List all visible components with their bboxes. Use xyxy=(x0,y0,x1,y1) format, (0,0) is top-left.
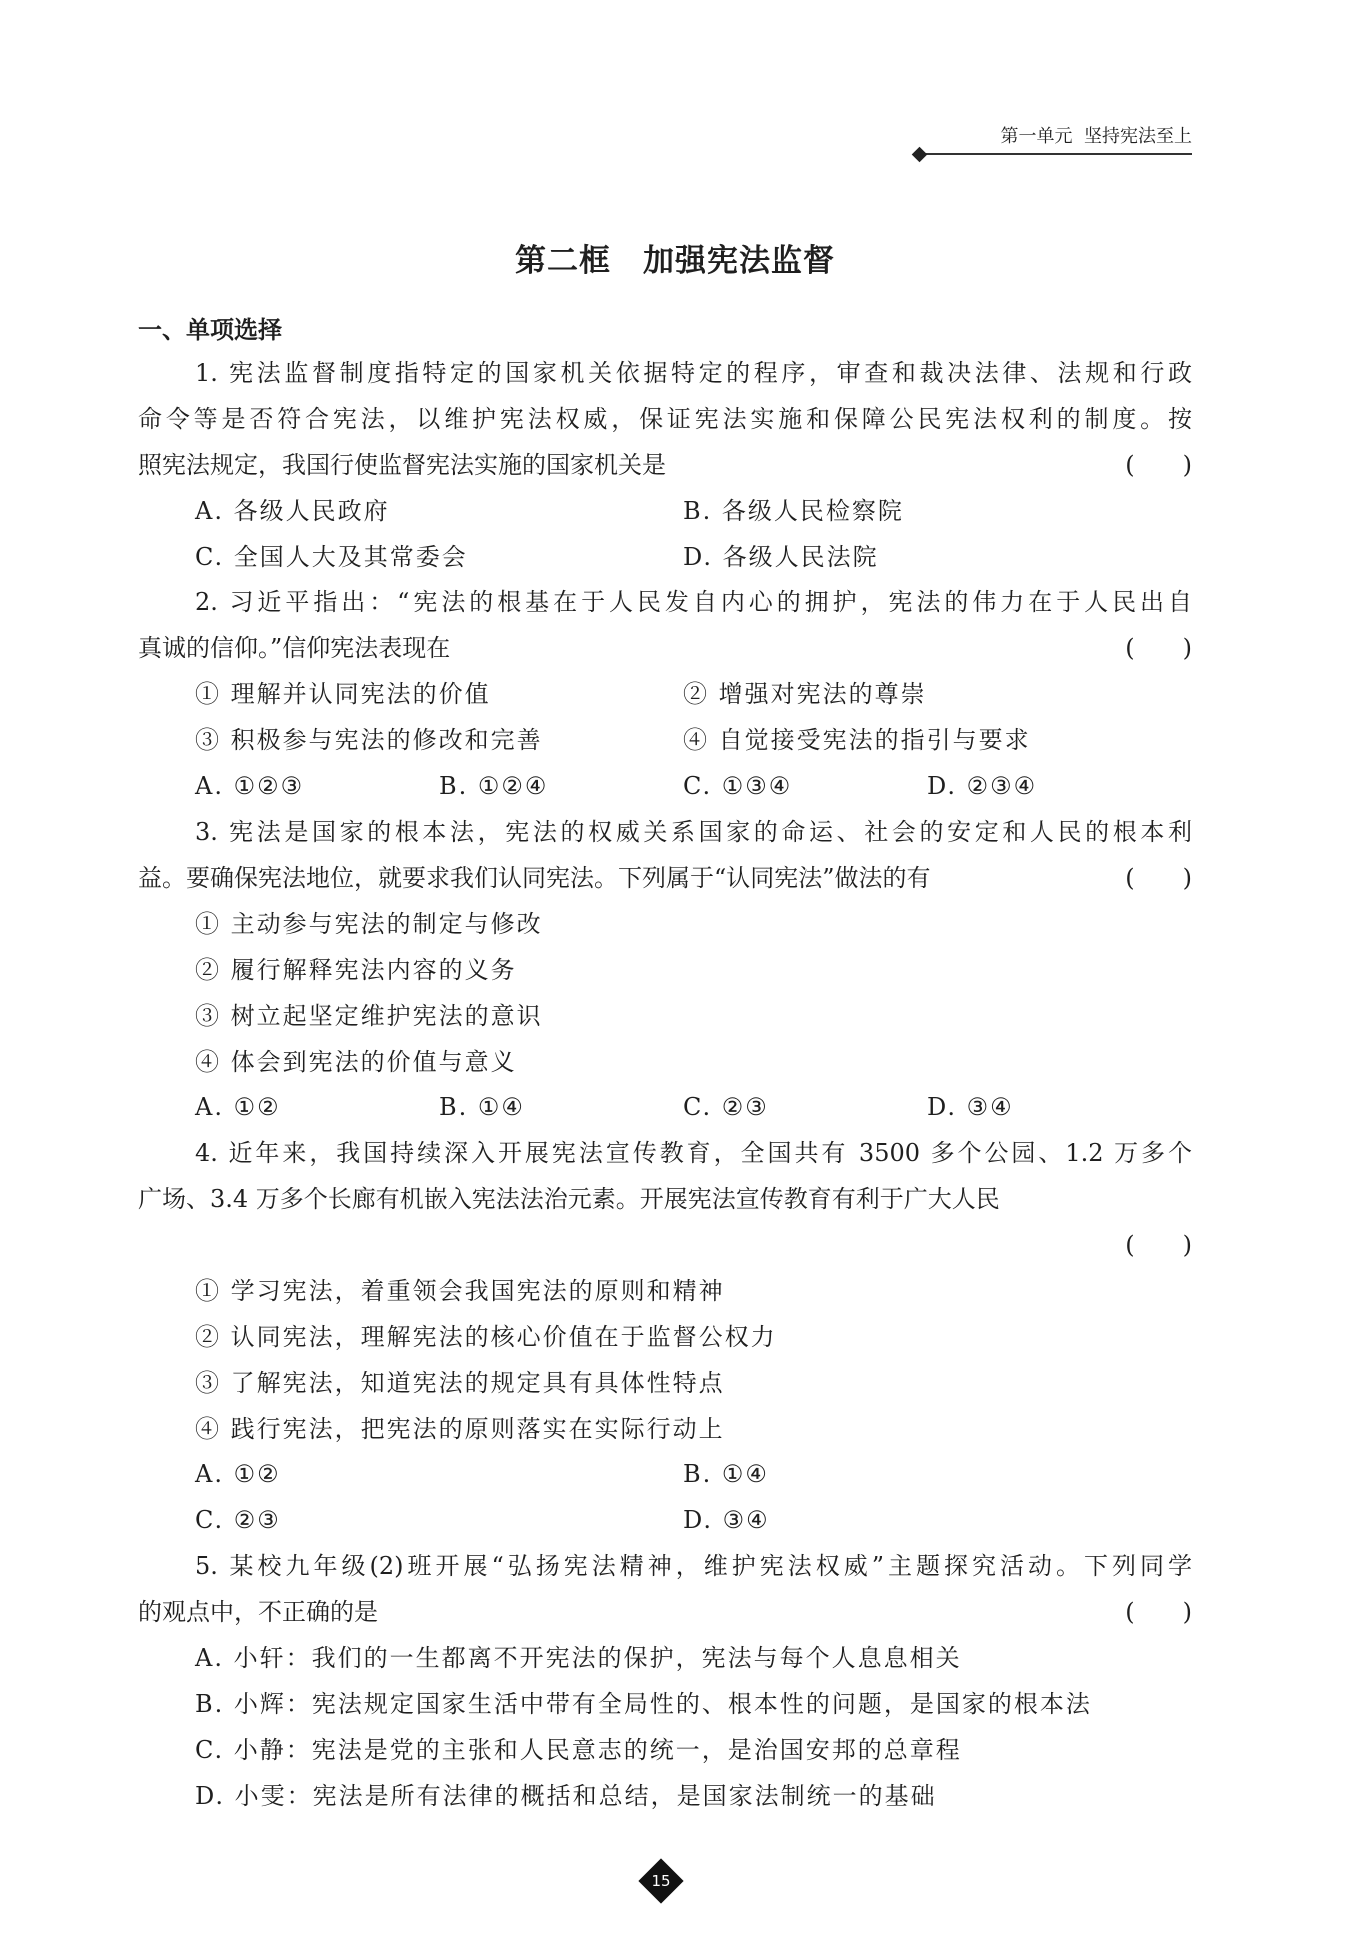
q4-statement-1: ① 学习宪法，着重领会我国宪法的原则和精神 xyxy=(195,1277,725,1305)
q4-statement-4: ④ 践行宪法，把宪法的原则落实在实际行动上 xyxy=(195,1415,725,1443)
section-heading: 一、单项选择 xyxy=(138,316,282,344)
q4-line-2: 广场、3.4 万多个长廊有机嵌入宪法法治元素。开展宪法宣传教育有利于广大人民 xyxy=(138,1185,1000,1213)
q5-line-1: 5. 某校九年级(2)班开展“弘扬宪法精神，维护宪法权威”主题探究活动。下列同学 xyxy=(195,1552,1192,1580)
answer-paren: ( ) xyxy=(1125,1598,1192,1626)
q1-option-d: D. 各级人民法院 xyxy=(683,543,879,571)
q5-option-c: C. 小静：宪法是党的主张和人民意志的统一，是治国安邦的总章程 xyxy=(195,1736,962,1764)
q5-option-d: D. 小雯：宪法是所有法律的概括和总结，是国家法制统一的基础 xyxy=(195,1782,937,1810)
q2-option-a: A. ①②③ xyxy=(195,772,305,800)
q5-option-b: B. 小辉：宪法规定国家生活中带有全局性的、根本性的问题，是国家的根本法 xyxy=(195,1690,1092,1718)
q3-option-c: C. ②③ xyxy=(683,1093,769,1121)
q1-option-b: B. 各级人民检察院 xyxy=(683,497,904,525)
q3-option-b: B. ①④ xyxy=(439,1093,525,1121)
q2-statement-1: ① 理解并认同宪法的价值 xyxy=(195,680,491,708)
answer-paren: ( ) xyxy=(1125,634,1192,662)
q1-option-a: A. 各级人民政府 xyxy=(195,497,390,525)
q2-statement-3: ③ 积极参与宪法的修改和完善 xyxy=(195,726,543,754)
q4-option-b: B. ①④ xyxy=(683,1460,769,1488)
q4-option-d: D. ③④ xyxy=(683,1506,770,1534)
q3-option-d: D. ③④ xyxy=(927,1093,1014,1121)
q4-line-1: 4. 近年来，我国持续深入开展宪法宣传教育，全国共有 3500 多个公园、1.2 万多个 xyxy=(195,1139,1192,1167)
q2-option-d: D. ②③④ xyxy=(927,772,1038,800)
q4-statement-2: ② 认同宪法，理解宪法的核心价值在于监督公权力 xyxy=(195,1323,777,1351)
q3-stem-end: 益。要确保宪法地位，就要求我们认同宪法。下列属于“认同宪法”做法的有 xyxy=(138,864,931,892)
q4-option-c: C. ②③ xyxy=(195,1506,281,1534)
q1-stem-end: 照宪法规定，我国行使监督宪法实施的国家机关是 xyxy=(138,451,666,479)
answer-paren: ( ) xyxy=(1125,1231,1192,1259)
q2-line-2 xyxy=(138,631,1192,665)
page-title: 第二框 加强宪法监督 xyxy=(515,243,835,279)
diamond-icon xyxy=(912,147,928,163)
q5-stem-end: 的观点中，不正确的是 xyxy=(138,1598,378,1626)
q3-statement-2: ② 履行解释宪法内容的义务 xyxy=(195,956,517,984)
q1-line-3 xyxy=(138,448,1192,482)
header-topic: 坚持宪法至上 xyxy=(1084,126,1192,147)
page-number: 15 xyxy=(651,1872,671,1890)
q3-statement-3: ③ 树立起坚定维护宪法的意识 xyxy=(195,1002,543,1030)
q2-statement-2: ② 增强对宪法的尊崇 xyxy=(683,680,927,708)
q5-line-2 xyxy=(138,1595,1192,1629)
q2-line-1: 2. 习近平指出：“宪法的根基在于人民发自内心的拥护，宪法的伟力在于人民出自 xyxy=(195,588,1192,616)
q3-statement-1: ① 主动参与宪法的制定与修改 xyxy=(195,910,543,938)
answer-paren: ( ) xyxy=(1125,864,1192,892)
page-number-badge xyxy=(642,1862,680,1900)
q2-statement-4: ④ 自觉接受宪法的指引与要求 xyxy=(683,726,1031,754)
q5-option-a: A. 小轩：我们的一生都离不开宪法的保护，宪法与每个人息息相关 xyxy=(195,1644,962,1672)
header-unit: 第一单元 xyxy=(1000,126,1073,147)
q1-line-2: 命令等是否符合宪法，以维护宪法权威，保证宪法实施和保障公民宪法权利的制度。按 xyxy=(138,405,1192,433)
running-header xyxy=(920,123,1192,155)
q3-line-2 xyxy=(138,861,1192,895)
q3-statement-4: ④ 体会到宪法的价值与意义 xyxy=(195,1048,517,1076)
q4-statement-3: ③ 了解宪法，知道宪法的规定具有具体性特点 xyxy=(195,1369,725,1397)
q4-option-a: A. ①② xyxy=(195,1460,281,1488)
q2-option-c: C. ①③④ xyxy=(683,772,793,800)
q2-stem-end: 真诚的信仰。”信仰宪法表现在 xyxy=(138,634,451,662)
answer-paren: ( ) xyxy=(1125,451,1192,479)
q3-option-a: A. ①② xyxy=(195,1093,281,1121)
q3-line-1: 3. 宪法是国家的根本法，宪法的权威关系国家的命运、社会的安定和人民的根本利 xyxy=(195,818,1192,846)
q1-line-1: 1. 宪法监督制度指特定的国家机关依据特定的程序，审查和裁决法律、法规和行政 xyxy=(195,359,1192,387)
q2-option-b: B. ①②④ xyxy=(439,772,549,800)
q1-option-c: C. 全国人大及其常委会 xyxy=(195,543,468,571)
